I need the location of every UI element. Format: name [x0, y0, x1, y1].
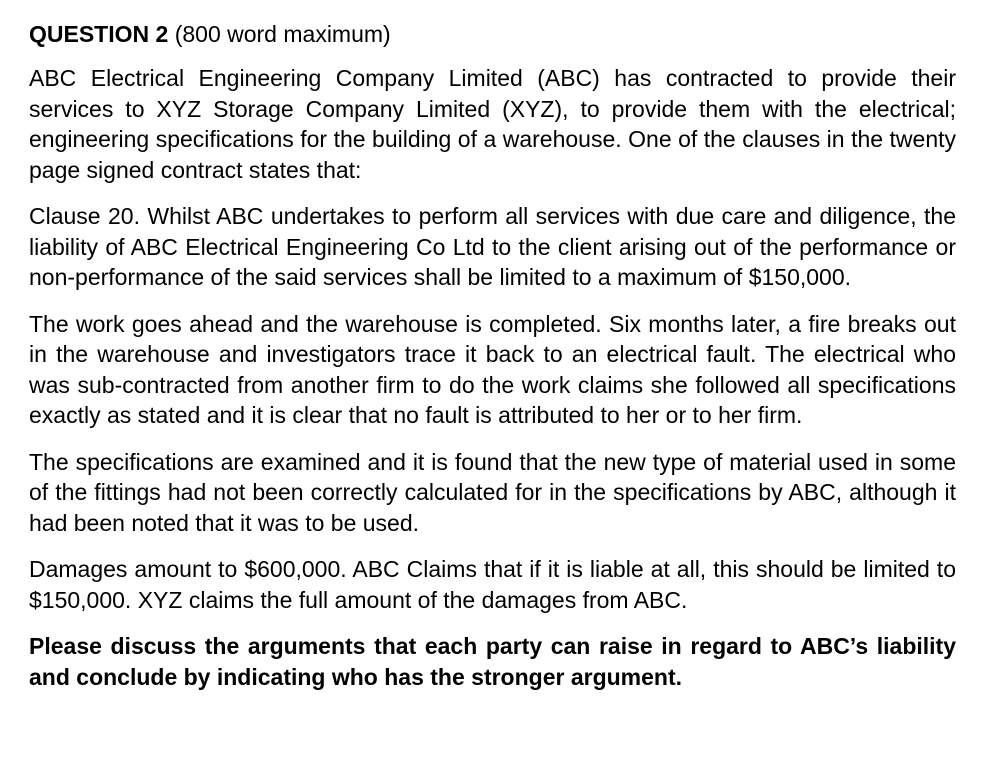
word-limit: (800 word maximum) — [168, 21, 391, 47]
paragraph-fire-incident: The work goes ahead and the warehouse is completed. Six months later, a fire breaks out in the warehouse and investigators trace it back to an electrical fault. The electrical who was sub-contracted from another firm to do the work claims she followed all specifications exactly as stated and it is clear that no fault is attributed to her or to her firm. — [29, 310, 956, 428]
question-instruction: Please discuss the arguments that each party can raise in regard to ABC’s liability and conclude by indicating who has the stronger argument. — [29, 633, 956, 690]
question-heading — [29, 19, 956, 49]
paragraph-specifications: The specifications are examined and it is found that the new type of material used in some of the fittings had not been correctly calculated for in the specifications by ABC, although it had been noted that it was to be used. — [29, 448, 956, 536]
question-label: QUESTION 2 — [29, 21, 169, 47]
paragraph-clause-20: Clause 20. Whilst ABC undertakes to perform all services with due care and diligence, the liability of ABC Electrical Engineering Co Ltd to the client arising out of the performance or non-performance of the said services shall be limited to a maximum of $150,000. — [29, 203, 956, 290]
paragraph-damages: Damages amount to $600,000. ABC Claims that if it is liable at all, this should be limited to $150,000. XYZ claims the full amount of the damages from ABC. — [29, 556, 956, 613]
paragraph-contract-intro: ABC Electrical Engineering Company Limited (ABC) has contracted to provide their services to XYZ Storage Company Limited (XYZ), to provide them with the electrical; engineering specifications for the building of a warehouse. One of the clauses in the twenty page signed contract states that: — [29, 65, 956, 183]
